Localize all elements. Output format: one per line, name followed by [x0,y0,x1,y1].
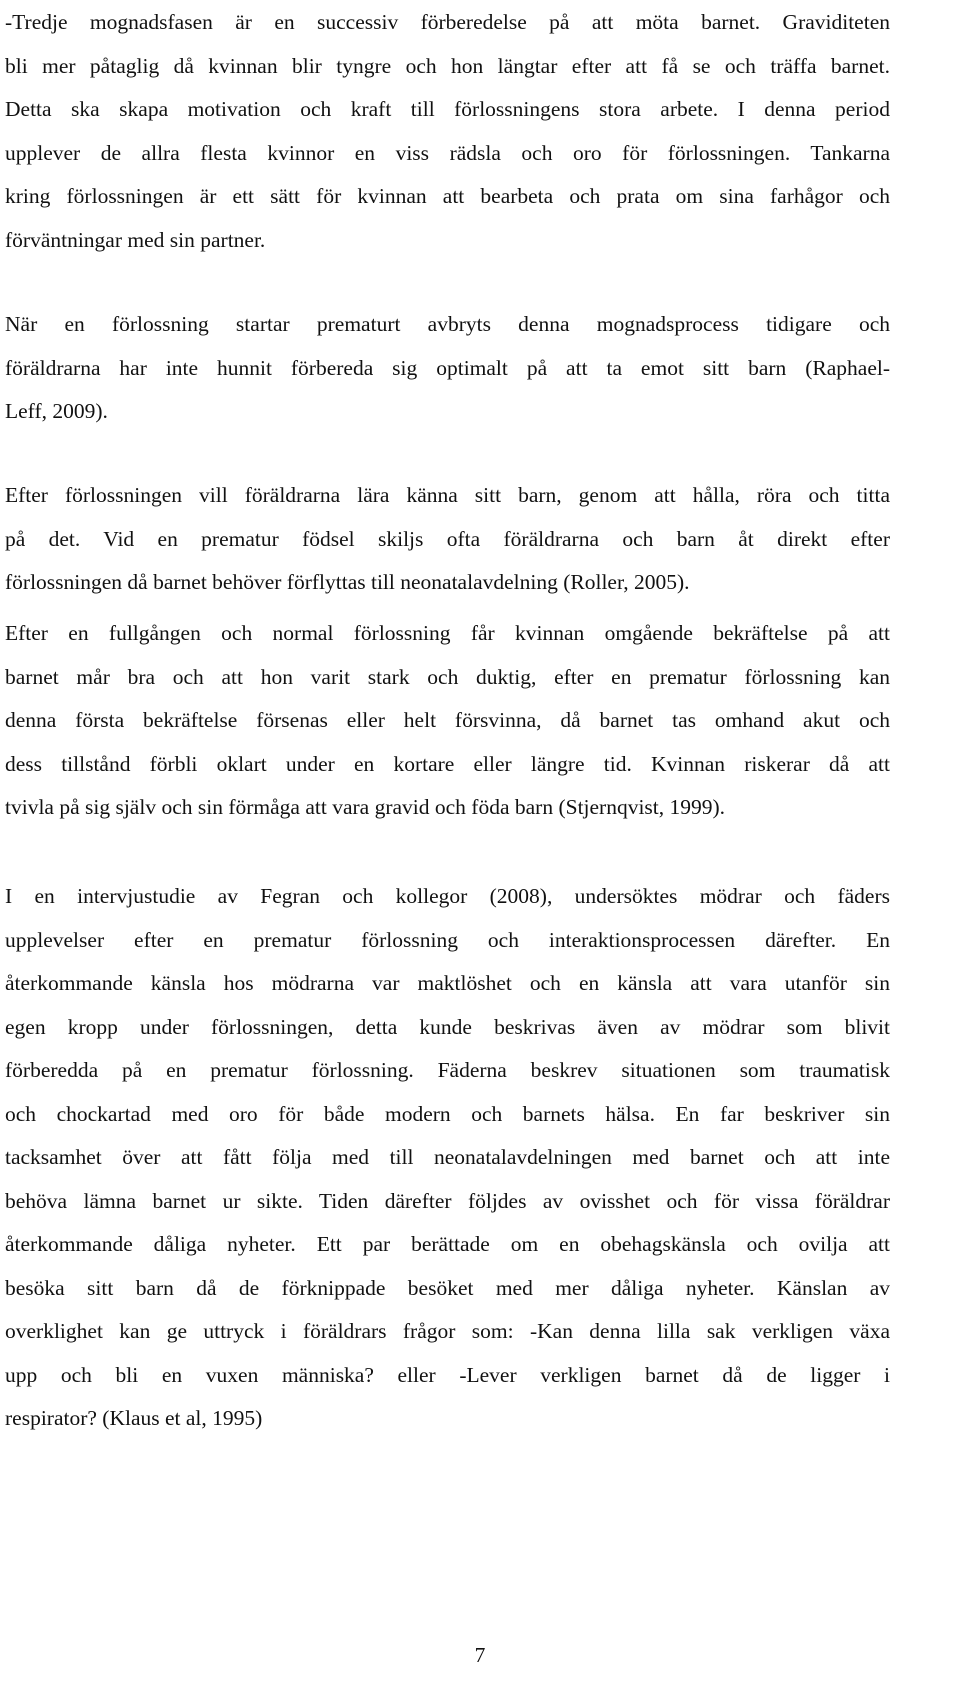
text-line: upplevelser efter en prematur förlossning och interaktionsprocessen därefter. En [5,927,890,952]
text-line: och chockartad med oro för både modern och barnets hälsa. En far beskriver sin [5,1101,890,1126]
text-line: upplever de allra flesta kvinnor en viss rädsla och oro för förlossningen. Tankarna [5,140,890,165]
text-line: förväntningar med sin partner. [5,227,266,252]
text-line: förlossningen då barnet behöver förflyttas till neonatalavdelning (Roller, 2005). [5,570,690,594]
text-line: upp och bli en vuxen människa? eller -Lever verkligen barnet då de ligger i [5,1362,890,1387]
text-line: När en förlossning startar prematurt avbryts denna mognadsprocess tidigare och [5,312,890,336]
text-line: I en intervjustudie av Fegran och kollegor (2008), undersöktes mödrar och fäders [5,884,890,908]
text-line: tvivla på sig själv och sin förmåga att vara gravid och föda barn (Stjernqvist, 1999). [5,795,726,819]
text-line: Efter förlossningen vill föräldrarna lära känna sitt barn, genom att hålla, röra och titta [5,483,890,507]
text-line: denna första bekräftelse försenas eller helt försvinna, då barnet tas omhand akut och [5,708,890,732]
paragraph-after-birth [5,474,890,605]
text-line: behöva lämna barnet ur sikte. Tiden därefter följdes av ovisshet och för vissa föräldrar [5,1188,890,1213]
page-number: 7 [474,1643,486,1667]
text-line: på det. Vid en prematur födsel skiljs ofta föräldrarna och barn åt direkt efter [5,526,890,551]
text-line: besöka sitt barn då de förknippade besöket med mer dåliga nyheter. Känslan av [5,1275,890,1300]
text-line: overklighet kan ge uttryck i föräldrars frågor som: -Kan denna lilla sak verkligen växa [5,1319,890,1343]
text-line: egen kropp under förlossningen, detta kunde beskrivas även av mödrar som blivit [5,1014,890,1039]
text-line: bli mer påtaglig då kvinnan blir tyngre och hon längtar efter att få se och träffa barnet. [5,53,890,78]
paragraph-confirmation [5,612,890,830]
text-line: barnet mår bra och att hon varit stark och duktig, efter en prematur förlossning kan [5,664,890,689]
text-line: -Tredje mognadsfasen är en successiv förberedelse på att möta barnet. Graviditeten [5,10,890,34]
paragraph-interview-study [5,875,890,1441]
text-line: föräldrarna har inte hunnit förbereda sig optimalt på att ta emot sitt barn (Raphael- [5,355,890,380]
paragraph-premature-birth [5,303,890,434]
text-line: dess tillstånd förbli oklart under en kortare eller längre tid. Kvinnan riskerar då att [5,751,890,776]
text-line: tacksamhet över att fått följa med till neonatalavdelningen med barnet och att inte [5,1145,890,1169]
text-line: kring förlossningen är ett sätt för kvinnan att bearbeta och prata om sina farhågor och [5,184,890,208]
text-line: återkommande dåliga nyheter. Ett par berättade om en obehagskänsla och ovilja att [5,1232,890,1256]
paragraph-third-maturation-phase [5,1,890,262]
text-line: återkommande känsla hos mödrarna var maktlöshet och en känsla att vara utanför sin [5,971,890,995]
text-line: förberedda på en prematur förlossning. Fäderna beskrev situationen som traumatisk [5,1058,890,1082]
text-line: Detta ska skapa motivation och kraft till förlossningens stora arbete. I denna period [5,97,890,121]
text-line: Leff, 2009). [5,399,108,423]
text-line: Efter en fullgången och normal förlossning får kvinnan omgående bekräftelse på att [5,621,890,645]
text-line: respirator? (Klaus et al, 1995) [5,1406,263,1430]
